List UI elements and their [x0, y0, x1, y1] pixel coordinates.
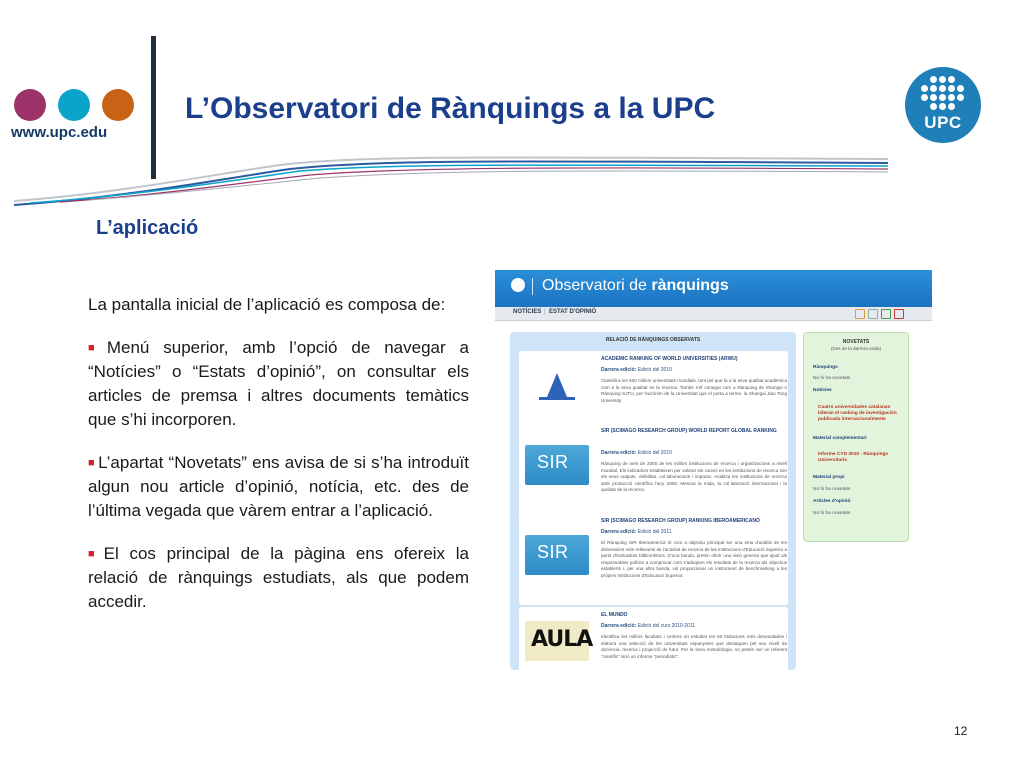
app-screenshot — [495, 270, 932, 670]
novetats-title: NOVETATS — [842, 339, 870, 345]
description-text — [88, 293, 469, 633]
app-logo-icon — [511, 278, 525, 292]
card-edition: Darrera edició: Edició del 2010 — [601, 450, 672, 456]
bullet-square-icon: ■ — [88, 457, 96, 469]
bullet-square-icon: ■ — [88, 548, 101, 560]
novetats-articles-value: No hi ha novetats — [813, 511, 851, 516]
novetats-material-label: Material complementari — [813, 436, 867, 441]
novetats-ranquings-value: No hi ha novetats — [813, 376, 851, 381]
app-header — [495, 270, 932, 307]
card-edition: Darrera edició: Edició del 2011 — [601, 529, 672, 535]
sir-logo-icon: SIR — [525, 445, 589, 485]
upc-logo — [905, 67, 981, 143]
card-description: Rànquing de més de 2000 de les millors institucions de recerca i organitzacions a nivell mundial. Els indicadors estableixen per valorar els canvis en les institucions de recerca són els seus outputs, visibilitat, col·laboracions i impacte. Analitza les institucions de recerca amb producció científica l'any 2008. Mesura la mida, la col·laboració internacional i la qualitat de la recerca. — [601, 461, 787, 492]
novetats-panel — [803, 332, 909, 542]
home-icon[interactable] — [855, 309, 865, 319]
card-title: SIR (SCIMAGO RESEARCH GROUP) RANKING IBEROAMERICANO — [601, 518, 760, 524]
logout-icon[interactable] — [894, 309, 904, 319]
slide-title: L’Observatori de Rànquings a la UPC — [185, 92, 716, 125]
novetats-subtitle: (Des de la darrera visita) — [830, 346, 882, 351]
bullet-novetats: ■ L’apartat “Novetats” ens avisa de si s’ha introduït algun nou article d’opinió, notícia, etc. des de l’última vegada que vàrem entrar a l’aplicació. — [88, 453, 469, 520]
card-title: SIR (SCIMAGO RESEARCH GROUP) WORLD REPORT GLOBAL RANKING — [601, 428, 777, 434]
upc-logo-text: UPC — [924, 113, 962, 132]
card-description: Classifica les 500 millors universitats mundials, tant pel que fa a la seva qualitat acadèmica com a la seva qualitat en la recerca. També s'ef conegut com a Rànquing de Shangai o Rànquing SJTU, per l'acrònim de la Universitat que el porta a terme, la Shangai Jiao Tong University — [601, 378, 787, 403]
cyan-dot — [58, 89, 90, 121]
intro-paragraph: La pantalla inicial de l’aplicació es composa de: — [88, 295, 446, 314]
arwu-logo-icon — [525, 369, 589, 409]
orange-dot — [102, 89, 134, 121]
card-edition: Darrera edició: Edició del 2010 — [601, 367, 672, 373]
nav-noticies[interactable]: NOTÍCIES — [513, 309, 542, 315]
card-edition: Darrera edició: Edició del curs 2010-2011 — [601, 623, 696, 629]
card-title: ACADEMIC RANKING OF WORLD UNIVERSITIES (ARWU) — [601, 356, 738, 362]
rankings-panel — [510, 332, 796, 670]
novetats-articles-label: Articles d'opinió — [813, 499, 851, 504]
print-icon[interactable] — [868, 309, 878, 319]
bullet-body: ■ El cos principal de la pàgina ens ofereix la relació de rànquings estudiats, als que podem accedir. — [88, 544, 469, 611]
app-header-divider — [532, 278, 533, 295]
novetats-material-propi-value: No hi ha novetats — [813, 487, 851, 492]
mail-icon[interactable] — [881, 309, 891, 319]
page-number: 12 — [954, 724, 968, 738]
novetats-material-propi-label: Material propi — [813, 475, 845, 480]
purple-dot — [14, 89, 46, 121]
section-subtitle: L’aplicació — [96, 217, 199, 239]
nav-estat-opinio[interactable]: ESTAT D'OPINIÓ — [549, 309, 597, 315]
website-url[interactable]: www.upc.edu — [11, 124, 108, 141]
upc-color-dots — [14, 89, 138, 121]
card-description: El Rànquing SIR Iberoamericà té com a objectiu principal ser una eina d'anàlisi de les dimensions més rellevants de l'activitat de recerca de les institucions d'Educació Superior a partir d'indicadors bibliomètrics. D'una banda, pretén oferir una visió general que ajudi als responsables polítics a comprovar com s'adeqüen els resultats de la recerca als objectius establerts i, per una altra banda, vol proporcionar un instrument de benchmarking a les pròpies Institucions d'Educació Superior. — [601, 540, 787, 578]
card-title: EL MUNDO — [601, 612, 628, 618]
ranking-card-el-mundo[interactable] — [519, 607, 788, 670]
novetats-material-link[interactable]: Informe CYD 2010 - Rànquings Universitaris — [818, 452, 889, 463]
novetats-noticies-label: Notícies — [813, 388, 832, 393]
ranking-card-sir-world[interactable] — [519, 423, 788, 515]
ranking-card-sir-ibero[interactable] — [519, 513, 788, 605]
app-title: Observatori de rànquings — [542, 277, 729, 294]
card-description: Identifica les millors facultats i centres on estudiar les 50 titulacions més demandades i elabora una selecció de les universitats espanyoles que destaquen pel seu nivell de docència, recerca i projecció de futur. Per la seva metodologia, no pretén ser un referent "científic" sinó un informe "periodístic". — [601, 634, 787, 659]
aula-logo-icon: AULA — [525, 621, 589, 661]
novetats-ranquings-label: Rànquings — [813, 365, 838, 370]
bullet-square-icon: ■ — [88, 342, 104, 354]
upc-logo-dots-icon — [921, 76, 965, 112]
rankings-panel-title: RELACIÓ DE RÀNQUINGS OBSERVATS — [605, 337, 701, 343]
sir-logo-icon: SIR — [525, 535, 589, 575]
novetats-noticies-link[interactable]: Cuatro universidades catalanas lideran el ranking de investigación publicada internacionalmente — [818, 405, 897, 422]
app-toolbar-icons — [852, 309, 904, 319]
decorative-swoosh — [0, 145, 1024, 215]
nav-separator: | — [544, 309, 546, 315]
bullet-menu: ■ Menú superior, amb l’opció de navegar a “Notícies” o “Estats d’opinió”, on consultar els articles de premsa i altres documents temàtics que s’hi incorporen. — [88, 338, 469, 429]
